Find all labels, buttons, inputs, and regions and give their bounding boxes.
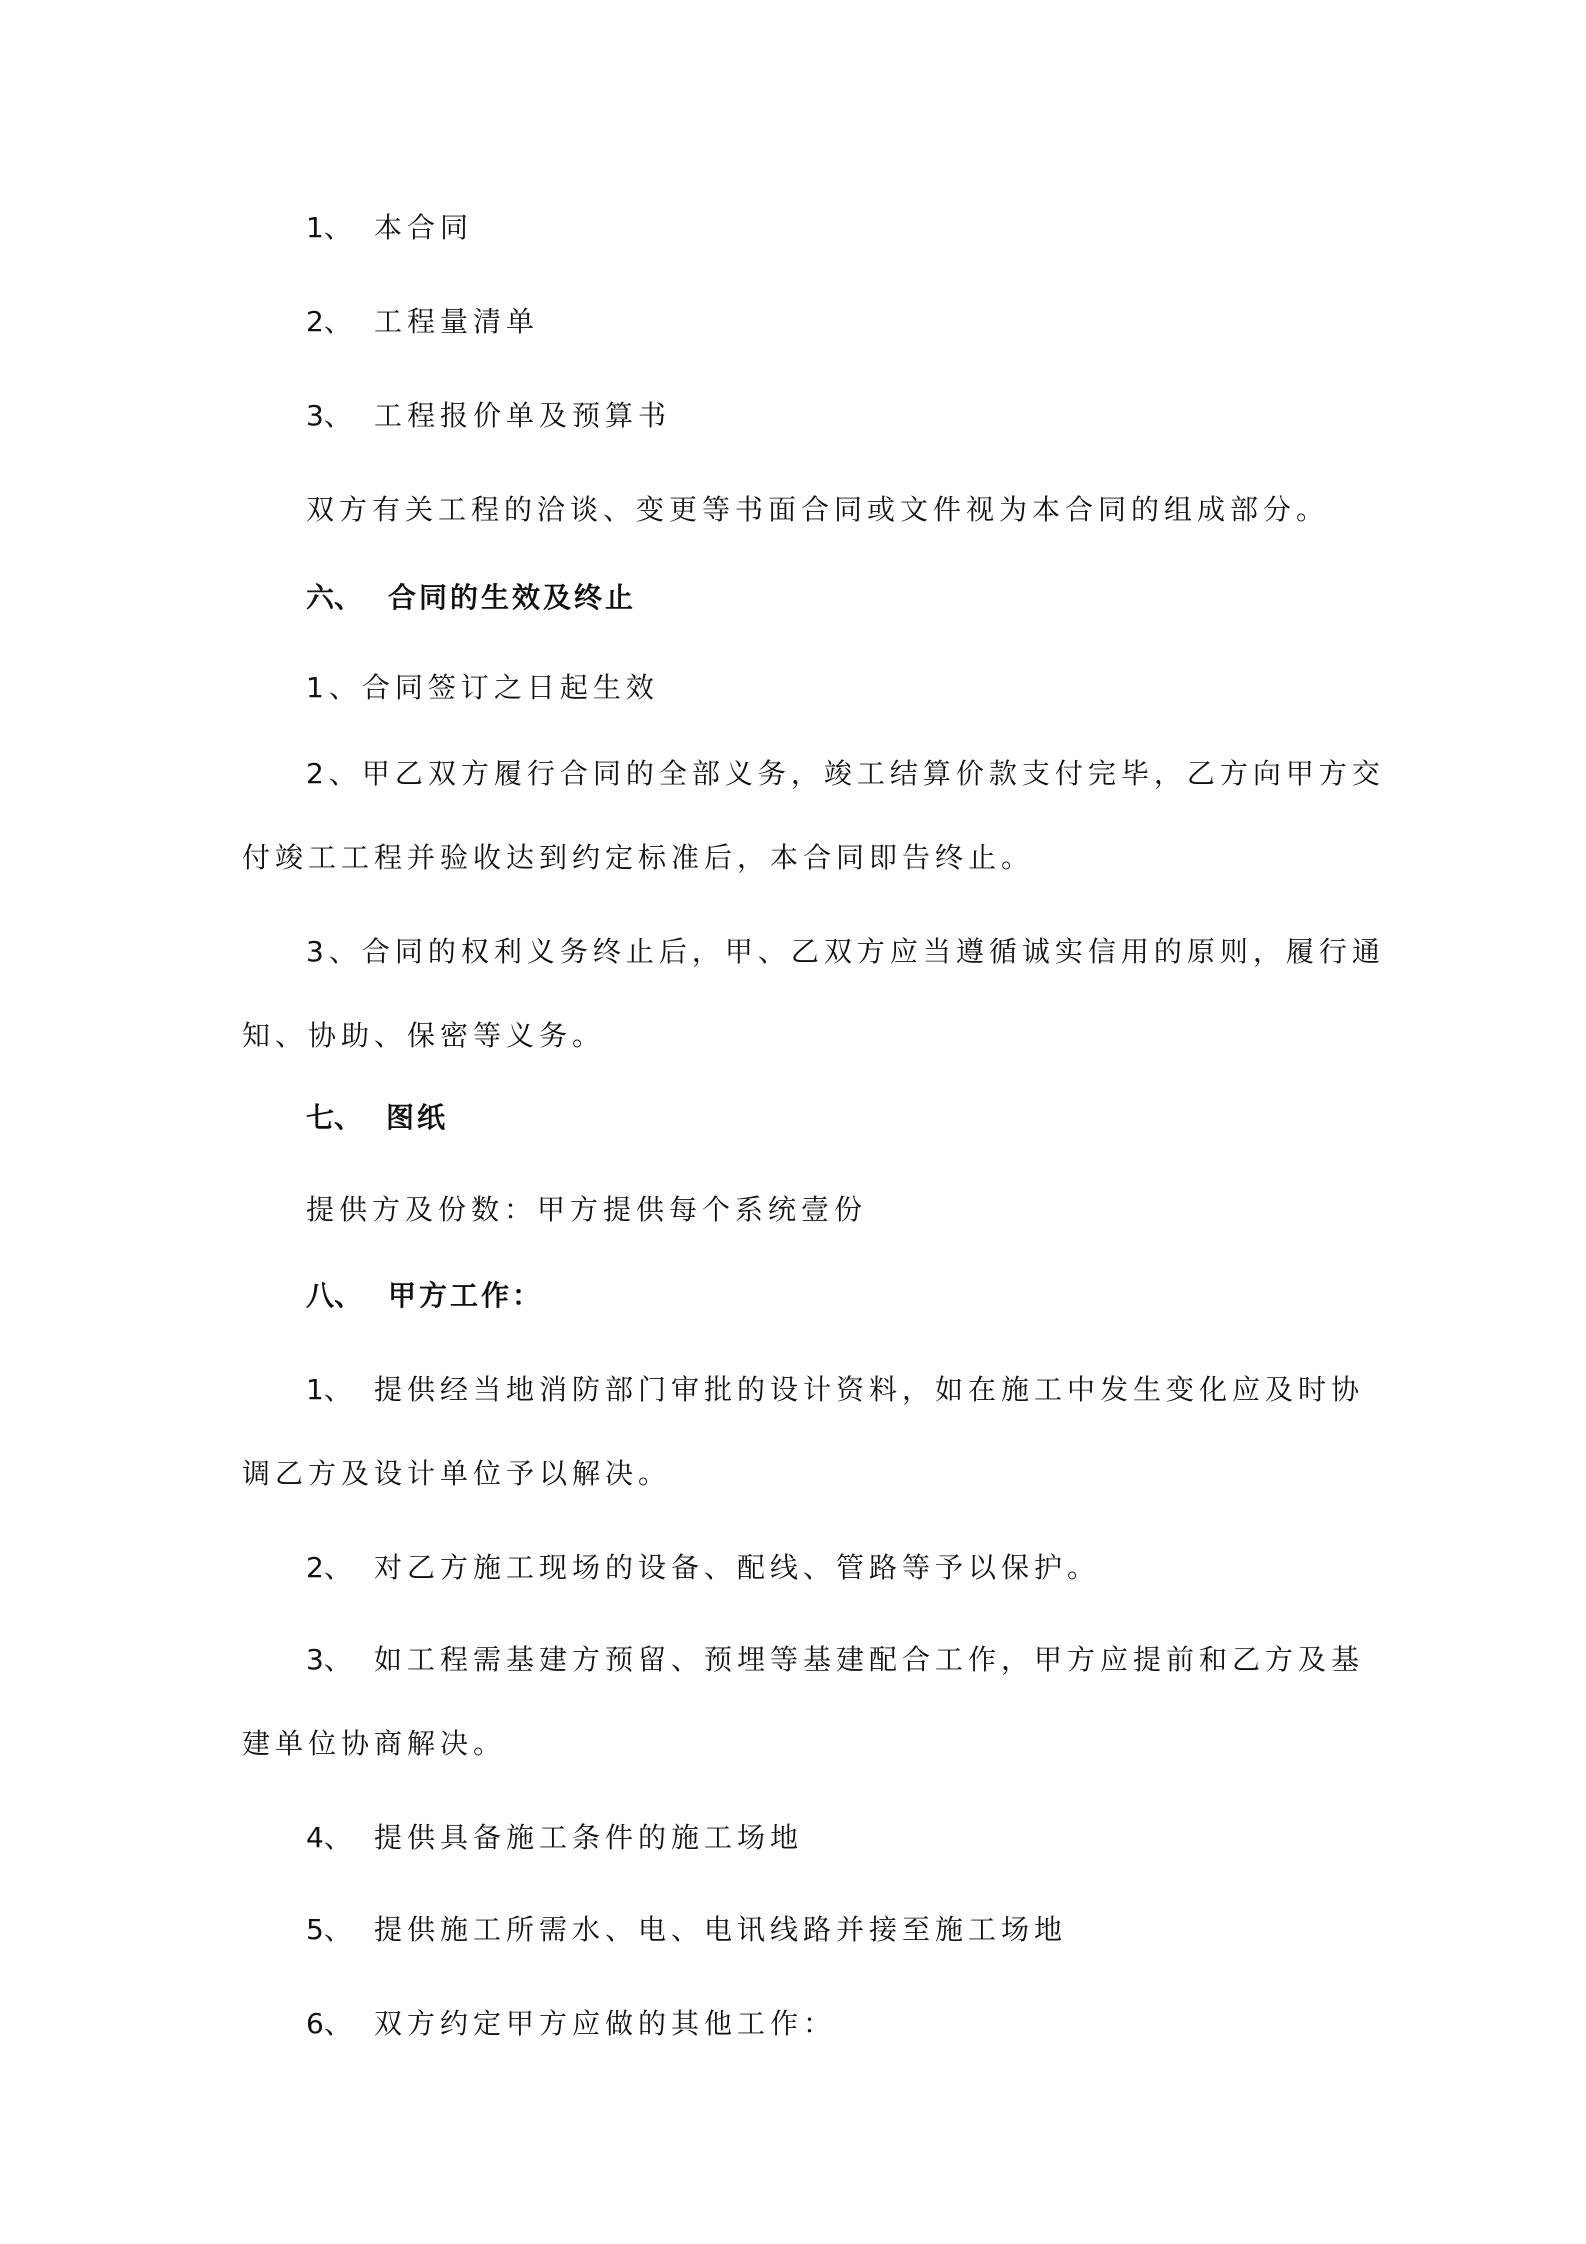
item-text: 对乙方施工现场的设备、配线、管路等予以保护。 (374, 1551, 1101, 1584)
item-number: 3、 (306, 399, 352, 432)
item-text: 提供具备施工条件的施工场地 (374, 1821, 804, 1854)
section-title: 甲方工作： (388, 1279, 544, 1312)
item-number: 4、 (306, 1821, 352, 1854)
paragraph-text: 双方有关工程的洽谈、变更等书面合同或文件视为本合同的组成部分。 (306, 493, 1330, 526)
paragraph-text: 建单位协商解决。 (242, 1727, 507, 1760)
item-text: 工程报价单及预算书 (374, 399, 672, 432)
item-number: 5、 (306, 1913, 352, 1946)
section-number: 六、 (306, 581, 363, 614)
section-number: 八、 (306, 1279, 363, 1312)
paragraph-text: 调乙方及设计单位予以解决。 (242, 1457, 672, 1490)
paragraph-text: 付竣工工程并验收达到约定标准后，本合同即告终止。 (242, 841, 1035, 874)
item-text: 提供经当地消防部门审批的设计资料，如在施工中发生变化应及时协 (374, 1373, 1365, 1406)
item-number: 6、 (306, 2007, 352, 2040)
item-number: 2、 (306, 1551, 352, 1584)
paragraph-text: 2、甲乙双方履行合同的全部义务，竣工结算价款支付完毕，乙方向甲方交 (306, 757, 1385, 790)
item-number: 3、 (306, 1643, 352, 1676)
section-title: 图纸 (386, 1101, 449, 1134)
paragraph-text: 1、合同签订之日起生效 (306, 671, 659, 704)
paragraph-text: 3、合同的权利义务终止后，甲、乙双方应当遵循诚实信用的原则，履行通 (306, 935, 1385, 968)
item-number: 2、 (306, 305, 352, 338)
section-number: 七、 (306, 1101, 363, 1134)
item-number: 1、 (306, 211, 352, 244)
paragraph-text: 提供方及份数：甲方提供每个系统壹份 (306, 1193, 868, 1226)
item-text: 工程量清单 (374, 305, 540, 338)
item-text: 如工程需基建方预留、预埋等基建配合工作，甲方应提前和乙方及基 (374, 1643, 1365, 1676)
paragraph-text: 知、协助、保密等义务。 (242, 1019, 606, 1052)
item-text: 双方约定甲方应做的其他工作： (374, 2007, 837, 2040)
item-text: 提供施工所需水、电、电讯线路并接至施工场地 (374, 1913, 1068, 1946)
item-number: 1、 (306, 1373, 352, 1406)
item-text: 本合同 (374, 211, 474, 244)
section-title: 合同的生效及终止 (388, 581, 637, 614)
